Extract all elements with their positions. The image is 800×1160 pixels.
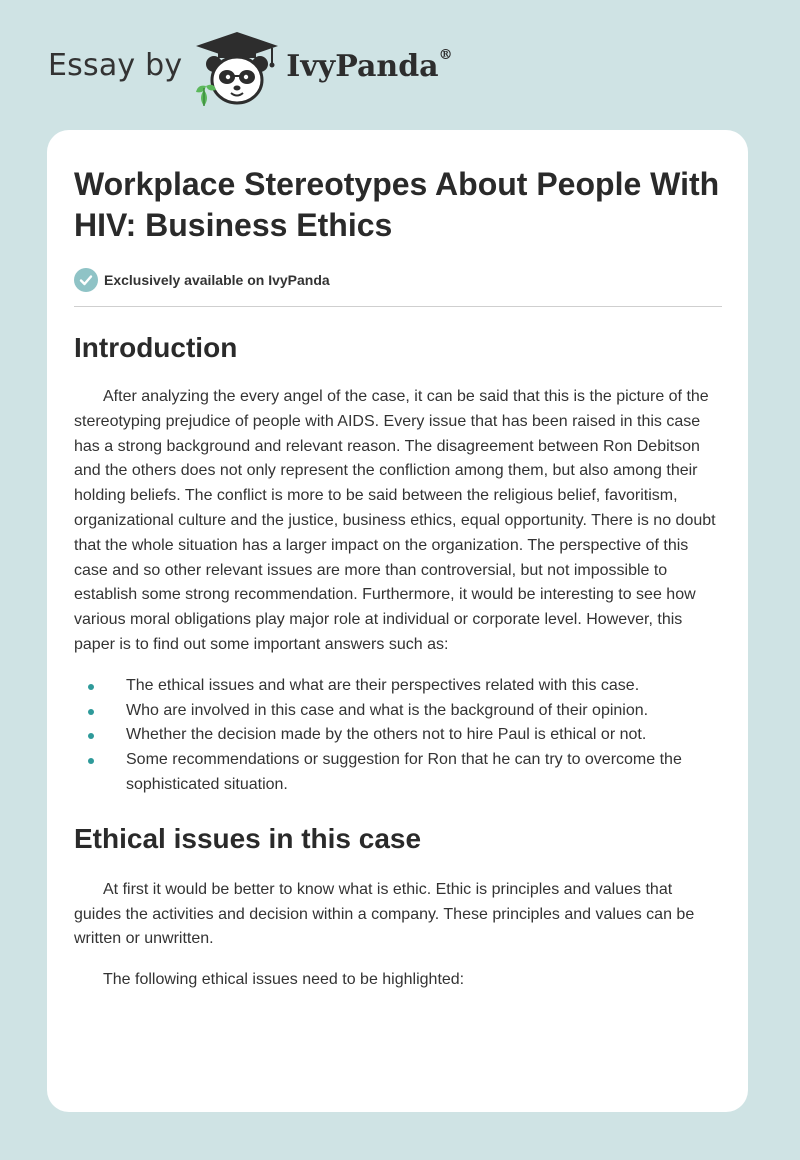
list-item: Some recommendations or suggestion for Ron that he can try to overcome the sophisticated situation. — [74, 748, 722, 798]
section-heading-introduction: Introduction — [74, 332, 238, 363]
ethics-paragraph: At first it would be better to know what is ethic. Ethic is principles and values that guides the activities and decision within a company. These principles and values can be written or unwritten. — [74, 880, 695, 948]
section-heading-ethical-issues: Ethical issues in this case — [74, 822, 422, 854]
check-icon — [74, 268, 98, 292]
article-card — [47, 130, 748, 1112]
exclusive-badge — [74, 268, 722, 292]
panda-logo-icon[interactable] — [194, 28, 280, 108]
badge-text: Exclusively available on IvyPanda — [104, 272, 330, 288]
site-header — [48, 28, 453, 108]
brand-name[interactable]: IvyPanda® — [286, 46, 453, 84]
ethics-paragraph-highlight: The following ethical issues need to be highlighted: — [103, 971, 465, 989]
list-item: Whether the decision made by the others not to hire Paul is ethical or not. — [74, 723, 722, 748]
bullet-dot-icon — [88, 684, 94, 690]
list-item: The ethical issues and what are their perspectives related with this case. — [74, 674, 722, 699]
list-item: Who are involved in this case and what is the background of their opinion. — [74, 699, 722, 724]
bullet-dot-icon — [88, 758, 94, 764]
page-title: Workplace Stereotypes About People With HIV: Business Ethics — [74, 166, 720, 243]
intro-paragraph: After analyzing the every angel of the case, it can be said that this is the picture of the stereotyping prejudice of people with AIDS. Every issue that has been raised in this case has a strong background and relevant reason. The disagreement between Ron Debitson and the others does not only represent the confliction among them, but also among their holding beliefs. The conflict is more to be said between the religious belief, favoritism, organizational culture and the justice, business ethics, equal opportunity. There is no doubt that the whole situation has a larger impact on the organization. The perspective of this case and so other relevant issues are more than controversial, but not impossible to establish some strong recommendation. Furthermore, it would be interesting to see how various moral obligations play major role at individual or corporate level. However, this paper is to find out some important answers such as: — [74, 388, 716, 653]
bullet-dot-icon — [88, 709, 94, 715]
divider — [74, 306, 722, 307]
registered-mark: ® — [438, 46, 453, 63]
article-content — [74, 164, 722, 993]
intro-bullet-list — [74, 674, 722, 798]
bullet-dot-icon — [88, 733, 94, 739]
essay-by-label: Essay by — [48, 47, 183, 83]
